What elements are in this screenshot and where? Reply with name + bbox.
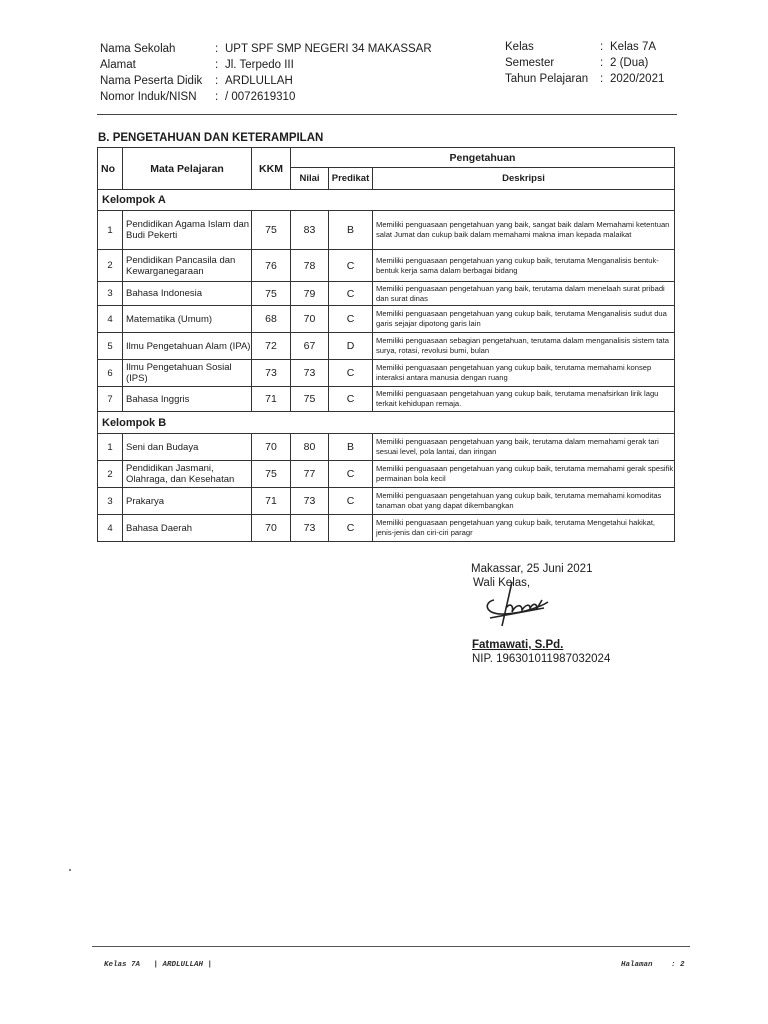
page-label: Halaman xyxy=(621,961,653,969)
row-no: 6 xyxy=(98,360,123,387)
table-row xyxy=(98,211,675,250)
row-kkm: 68 xyxy=(252,306,291,333)
info-row-year xyxy=(505,71,664,87)
row-nilai: 75 xyxy=(291,387,329,412)
header-deskripsi: Deskripsi xyxy=(373,168,675,190)
row-subject: Ilmu Pengetahuan Alam (IPA) xyxy=(123,333,252,360)
footer-divider xyxy=(92,946,690,947)
signature-scribble-icon xyxy=(482,578,562,630)
row-nilai: 73 xyxy=(291,360,329,387)
row-kkm: 75 xyxy=(252,282,291,306)
group-b-label: Kelompok B xyxy=(98,412,675,434)
row-no: 1 xyxy=(98,434,123,461)
student-name-label: Nama Peserta Didik xyxy=(100,75,203,87)
header-pengetahuan: Pengetahuan xyxy=(291,148,675,168)
row-deskripsi: Memiliki penguasaan pengetahuan yang cukup baik, terutama menafsirkan lirik lagu terkait kehidupan remaja. xyxy=(373,387,675,412)
row-nilai: 83 xyxy=(291,211,329,250)
section-title: B. PENGETAHUAN DAN KETERAMPILAN xyxy=(98,132,324,144)
row-deskripsi: Memiliki penguasaan pengetahuan yang cukup baik, terutama memahami komoditas tanaman obat yang dapat dikembangkan xyxy=(373,488,675,515)
row-kkm: 75 xyxy=(252,211,291,250)
row-predikat: C xyxy=(329,461,373,488)
scan-speck xyxy=(69,869,71,871)
row-deskripsi: Memiliki penguasaan pengetahuan yang baik, terutama dalam menelaah surat pribadi dan surat dinas xyxy=(373,282,675,306)
row-kkm: 71 xyxy=(252,488,291,515)
row-no: 3 xyxy=(98,488,123,515)
address-label: Alamat xyxy=(100,59,136,71)
table-row xyxy=(98,306,675,333)
row-subject: Prakarya xyxy=(123,488,252,515)
row-subject: Matematika (Umum) xyxy=(123,306,252,333)
row-predikat: C xyxy=(329,515,373,542)
header-nilai: Nilai xyxy=(291,168,329,190)
header-subject: Mata Pelajaran xyxy=(123,148,252,190)
row-subject: Ilmu Pengetahuan Sosial (IPS) xyxy=(123,360,252,387)
table-row xyxy=(98,488,675,515)
nisn-label: Nomor Induk/NISN xyxy=(100,91,197,103)
row-predikat: C xyxy=(329,387,373,412)
table-row xyxy=(98,434,675,461)
info-row-class xyxy=(505,39,664,55)
row-nilai: 73 xyxy=(291,488,329,515)
semester-value: 2 (Dua) xyxy=(610,57,649,69)
group-a-label: Kelompok A xyxy=(98,190,675,211)
row-no: 1 xyxy=(98,211,123,250)
header-kkm: KKM xyxy=(252,148,291,190)
row-kkm: 70 xyxy=(252,515,291,542)
row-predikat: C xyxy=(329,360,373,387)
info-row-nisn xyxy=(100,89,432,105)
header-no: No xyxy=(98,148,123,190)
table-row xyxy=(98,360,675,387)
row-no: 4 xyxy=(98,515,123,542)
row-deskripsi: Memiliki penguasaan pengetahuan yang cukup baik, terutama Mengetahui hakikat, jenis-jenis dan ciri-ciri paragr xyxy=(373,515,675,542)
signer-info xyxy=(472,638,610,666)
colon: : xyxy=(600,41,604,53)
student-info-left xyxy=(100,41,432,105)
page-number: : 2 xyxy=(671,961,685,969)
row-no: 7 xyxy=(98,387,123,412)
class-label: Kelas xyxy=(505,41,534,53)
info-row-school xyxy=(100,41,432,57)
row-no: 3 xyxy=(98,282,123,306)
row-predikat: B xyxy=(329,211,373,250)
signer-role: Wali Kelas, xyxy=(473,577,531,589)
row-kkm: 72 xyxy=(252,333,291,360)
row-predikat: C xyxy=(329,282,373,306)
colon: : xyxy=(215,59,219,71)
school-label: Nama Sekolah xyxy=(100,43,176,55)
row-no: 4 xyxy=(98,306,123,333)
footer-left: Kelas 7A | ARDLULLAH | xyxy=(104,961,213,969)
table-row xyxy=(98,387,675,412)
row-subject: Pendidikan Pancasila dan Kewarganegaraan xyxy=(123,250,252,282)
row-no: 5 xyxy=(98,333,123,360)
grades-table xyxy=(97,147,675,542)
row-subject: Bahasa Inggris xyxy=(123,387,252,412)
colon: : xyxy=(215,43,219,55)
row-nilai: 79 xyxy=(291,282,329,306)
info-row-semester xyxy=(505,55,664,71)
address-value: Jl. Terpedo III xyxy=(225,59,294,71)
colon: : xyxy=(600,73,604,85)
signer-name: Fatmawati, S.Pd. xyxy=(472,639,564,651)
year-label: Tahun Pelajaran xyxy=(505,73,589,85)
student-info-right xyxy=(505,39,664,87)
row-nilai: 73 xyxy=(291,515,329,542)
row-no: 2 xyxy=(98,461,123,488)
signer-nip: NIP. 196301011987032024 xyxy=(472,653,611,665)
row-kkm: 73 xyxy=(252,360,291,387)
colon: : xyxy=(600,57,604,69)
row-deskripsi: Memiliki penguasaan pengetahuan yang cukup baik, terutama Menganalisis sudut dua garis sejajar dipotong garis lain xyxy=(373,306,675,333)
row-kkm: 75 xyxy=(252,461,291,488)
table-row xyxy=(98,461,675,488)
table-row xyxy=(98,250,675,282)
row-predikat: C xyxy=(329,250,373,282)
semester-label: Semester xyxy=(505,57,555,69)
table-row xyxy=(98,282,675,306)
row-subject: Pendidikan Agama Islam dan Budi Pekerti xyxy=(123,211,252,250)
colon: : xyxy=(215,91,219,103)
row-subject: Pendidikan Jasmani, Olahraga, dan Kesehatan xyxy=(123,461,252,488)
place-date: Makassar, 25 Juni 2021 xyxy=(471,563,593,575)
row-subject: Seni dan Budaya xyxy=(123,434,252,461)
row-subject: Bahasa Indonesia xyxy=(123,282,252,306)
row-nilai: 78 xyxy=(291,250,329,282)
row-deskripsi: Memiliki penguasaan pengetahuan yang cukup baik, terutama Menganalisis bentuk-bentuk kerja sama dalam berbagai bidang xyxy=(373,250,675,282)
row-kkm: 70 xyxy=(252,434,291,461)
row-subject: Bahasa Daerah xyxy=(123,515,252,542)
row-predikat: C xyxy=(329,488,373,515)
row-deskripsi: Memiliki penguasaan pengetahuan yang cukup baik, terutama memahami gerak spesifik permainan bola kecil xyxy=(373,461,675,488)
header-predikat: Predikat xyxy=(329,168,373,190)
class-value: Kelas 7A xyxy=(610,41,657,53)
row-deskripsi: Memiliki penguasaan pengetahuan yang baik, sangat baik dalam Memahami ketentuan salat Jumat dan cukup baik dalam memahami makna iman kepada malaikat xyxy=(373,211,675,250)
row-nilai: 77 xyxy=(291,461,329,488)
row-kkm: 76 xyxy=(252,250,291,282)
student-name-value: ARDLULLAH xyxy=(225,75,293,87)
row-deskripsi: Memiliki penguasaan pengetahuan yang baik, terutama dalam memahami gerak tari sesuai level, pola lantai, dan iringan xyxy=(373,434,675,461)
table-row xyxy=(98,515,675,542)
colon: : xyxy=(215,75,219,87)
table-row xyxy=(98,333,675,360)
row-nilai: 70 xyxy=(291,306,329,333)
info-row-address xyxy=(100,57,432,73)
footer-right xyxy=(621,961,685,969)
school-value: UPT SPF SMP NEGERI 34 MAKASSAR xyxy=(225,43,432,55)
row-no: 2 xyxy=(98,250,123,282)
row-deskripsi: Memiliki penguasaan pengetahuan yang cukup baik, terutama memahami konsep interaksi antara manusia dengan ruang xyxy=(373,360,675,387)
row-deskripsi: Memiliki penguasaan sebagian pengetahuan, terutama dalam menganalisis sistem tata surya, rotasi, revolusi bumi, bulan xyxy=(373,333,675,360)
header-divider xyxy=(97,114,677,115)
nisn-value: / 0072619310 xyxy=(225,91,296,103)
row-nilai: 67 xyxy=(291,333,329,360)
row-predikat: D xyxy=(329,333,373,360)
info-row-student xyxy=(100,73,432,89)
row-predikat: B xyxy=(329,434,373,461)
row-kkm: 71 xyxy=(252,387,291,412)
row-predikat: C xyxy=(329,306,373,333)
year-value: 2020/2021 xyxy=(610,73,665,85)
row-nilai: 80 xyxy=(291,434,329,461)
